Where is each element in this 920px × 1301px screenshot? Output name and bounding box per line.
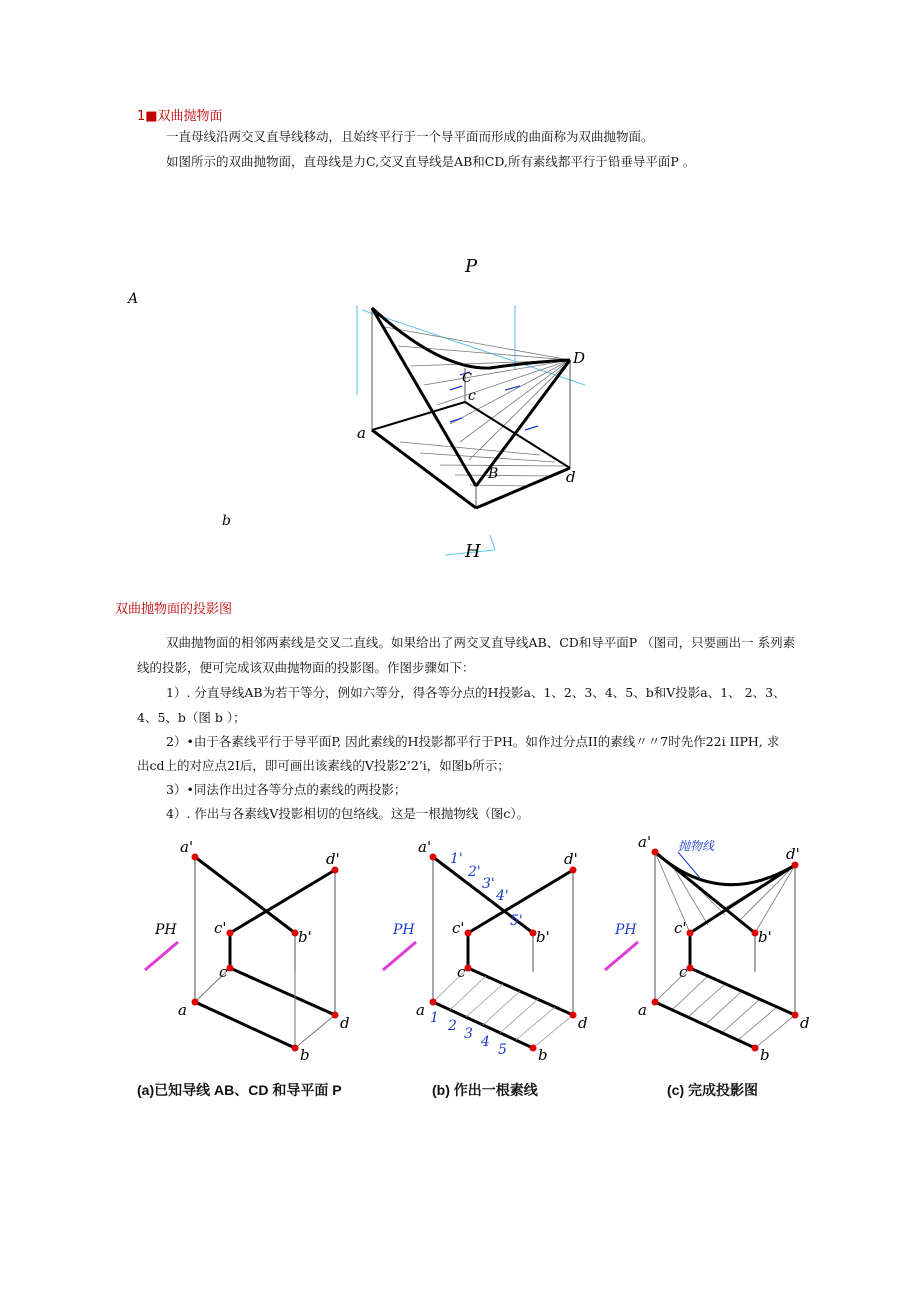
- label-parabola: 抛物线: [678, 839, 715, 853]
- label-a: a: [638, 1001, 647, 1019]
- label-3-prime: 3': [482, 876, 495, 892]
- label-c: c: [219, 963, 228, 981]
- label-PH: PH: [393, 922, 415, 938]
- paragraph-intro-line1: 双曲抛物面的相邻两素线是交叉二直线。如果给出了两交叉直导线AB、CD和导平面P （图司，只要画出一 系列素: [166, 635, 796, 650]
- point-b: [292, 1045, 299, 1052]
- label-C: C: [462, 371, 472, 386]
- label-5-prime: 5': [510, 913, 523, 929]
- hyperbolic-paraboloid-figure: [110, 250, 630, 580]
- label-b-prime: b': [536, 928, 550, 946]
- point-a: [192, 999, 199, 1006]
- section-heading-hyperbolic-paraboloid: 1■双曲抛物面: [137, 109, 223, 124]
- step2-line2: 出cd上的对应点2I后，即可画出该素线的V投影2’2’i，如图b所示；: [137, 758, 510, 773]
- panel-a: [145, 838, 350, 1064]
- label-b: b: [300, 1046, 310, 1064]
- label-H: H: [465, 541, 481, 562]
- label-2-prime: 2': [468, 864, 481, 880]
- label-c-prime: c': [674, 919, 687, 937]
- label-b-prime: b': [758, 928, 772, 946]
- paragraph-definition: 一直母线沿两交叉直导线移动，且始终平行于一个导平面而形成的曲面称为双曲抛物面。: [166, 129, 654, 144]
- label-c-prime: c': [452, 919, 465, 937]
- point-c: [227, 965, 234, 972]
- label-c: c: [457, 963, 466, 981]
- label-d-prime: d': [786, 845, 800, 863]
- panel-c: [605, 833, 810, 1064]
- label-P: P: [465, 256, 478, 277]
- paragraph-description: 如图所示的双曲抛物面，直母线是力C,交叉直导线是AB和CD,所有素线都平行于铅垂导平面P 。: [166, 154, 696, 169]
- label-d: d: [566, 468, 576, 486]
- label-d-prime: d': [564, 850, 578, 868]
- section-heading-projection: 双曲抛物面的投影图: [115, 602, 233, 617]
- label-a: a: [357, 424, 366, 442]
- label-PH: PH: [615, 922, 637, 938]
- label-1-prime: 1': [450, 851, 463, 867]
- label-1: 1: [430, 1010, 439, 1026]
- step1-line2: 4、5、b（图 b ）；: [137, 710, 246, 725]
- label-a-prime: a': [180, 838, 194, 856]
- step3: 3）•同法作出过各等分点的素线的两投影；: [166, 782, 407, 797]
- step4: 4）. 作出与各素线V投影相切的包络线。这是一根抛物线（图c）。: [166, 806, 530, 821]
- label-a-prime: a': [418, 838, 432, 856]
- label-d-prime: d': [326, 850, 340, 868]
- label-b-outer: b: [222, 513, 231, 529]
- label-a: a: [416, 1001, 425, 1019]
- panel-b: [383, 838, 588, 1064]
- label-PH: PH: [155, 922, 177, 938]
- label-4-prime: 4': [496, 888, 509, 904]
- caption-a: (a)已知导线 AB、CD 和导平面 P: [137, 1082, 342, 1098]
- label-a: a: [178, 1001, 187, 1019]
- step1-line1: 1）. 分直导线AB为若干等分，例如六等分，得各等分点的H投影a、1、2、3、4、5、b和V投影a、1、 2、3、: [166, 685, 786, 700]
- label-B: B: [488, 466, 499, 482]
- label-a-prime: a': [638, 833, 652, 851]
- projection-figures: [130, 830, 830, 1110]
- label-d: d: [800, 1014, 810, 1032]
- label-D: D: [573, 349, 586, 367]
- caption-b: (b) 作出一根素线: [432, 1082, 538, 1098]
- label-2: 2: [448, 1018, 457, 1034]
- label-A: A: [128, 291, 139, 307]
- point-d: [332, 1012, 339, 1019]
- caption-c: (c) 完成投影图: [667, 1082, 758, 1098]
- label-5: 5: [498, 1042, 507, 1058]
- label-d: d: [578, 1014, 588, 1032]
- label-b: b: [760, 1046, 770, 1064]
- step2-line1: 2）•由于各素线平行于导平面P, 因此素线的H投影都平行于PH。如作过分点II的素线〃〃7时先作22i IIPH, 求: [166, 734, 780, 749]
- label-c: c: [468, 388, 476, 404]
- label-d: d: [340, 1014, 350, 1032]
- label-4: 4: [481, 1034, 490, 1050]
- point-c-prime: [227, 930, 234, 937]
- label-c-prime: c': [214, 919, 227, 937]
- label-b-prime: b': [298, 928, 312, 946]
- paragraph-intro-line2: 线的投影，便可完成该双曲抛物面的投影图。作图步骤如下：: [137, 660, 475, 675]
- label-b: b: [538, 1046, 548, 1064]
- label-3: 3: [464, 1026, 473, 1042]
- label-c: c: [679, 963, 688, 981]
